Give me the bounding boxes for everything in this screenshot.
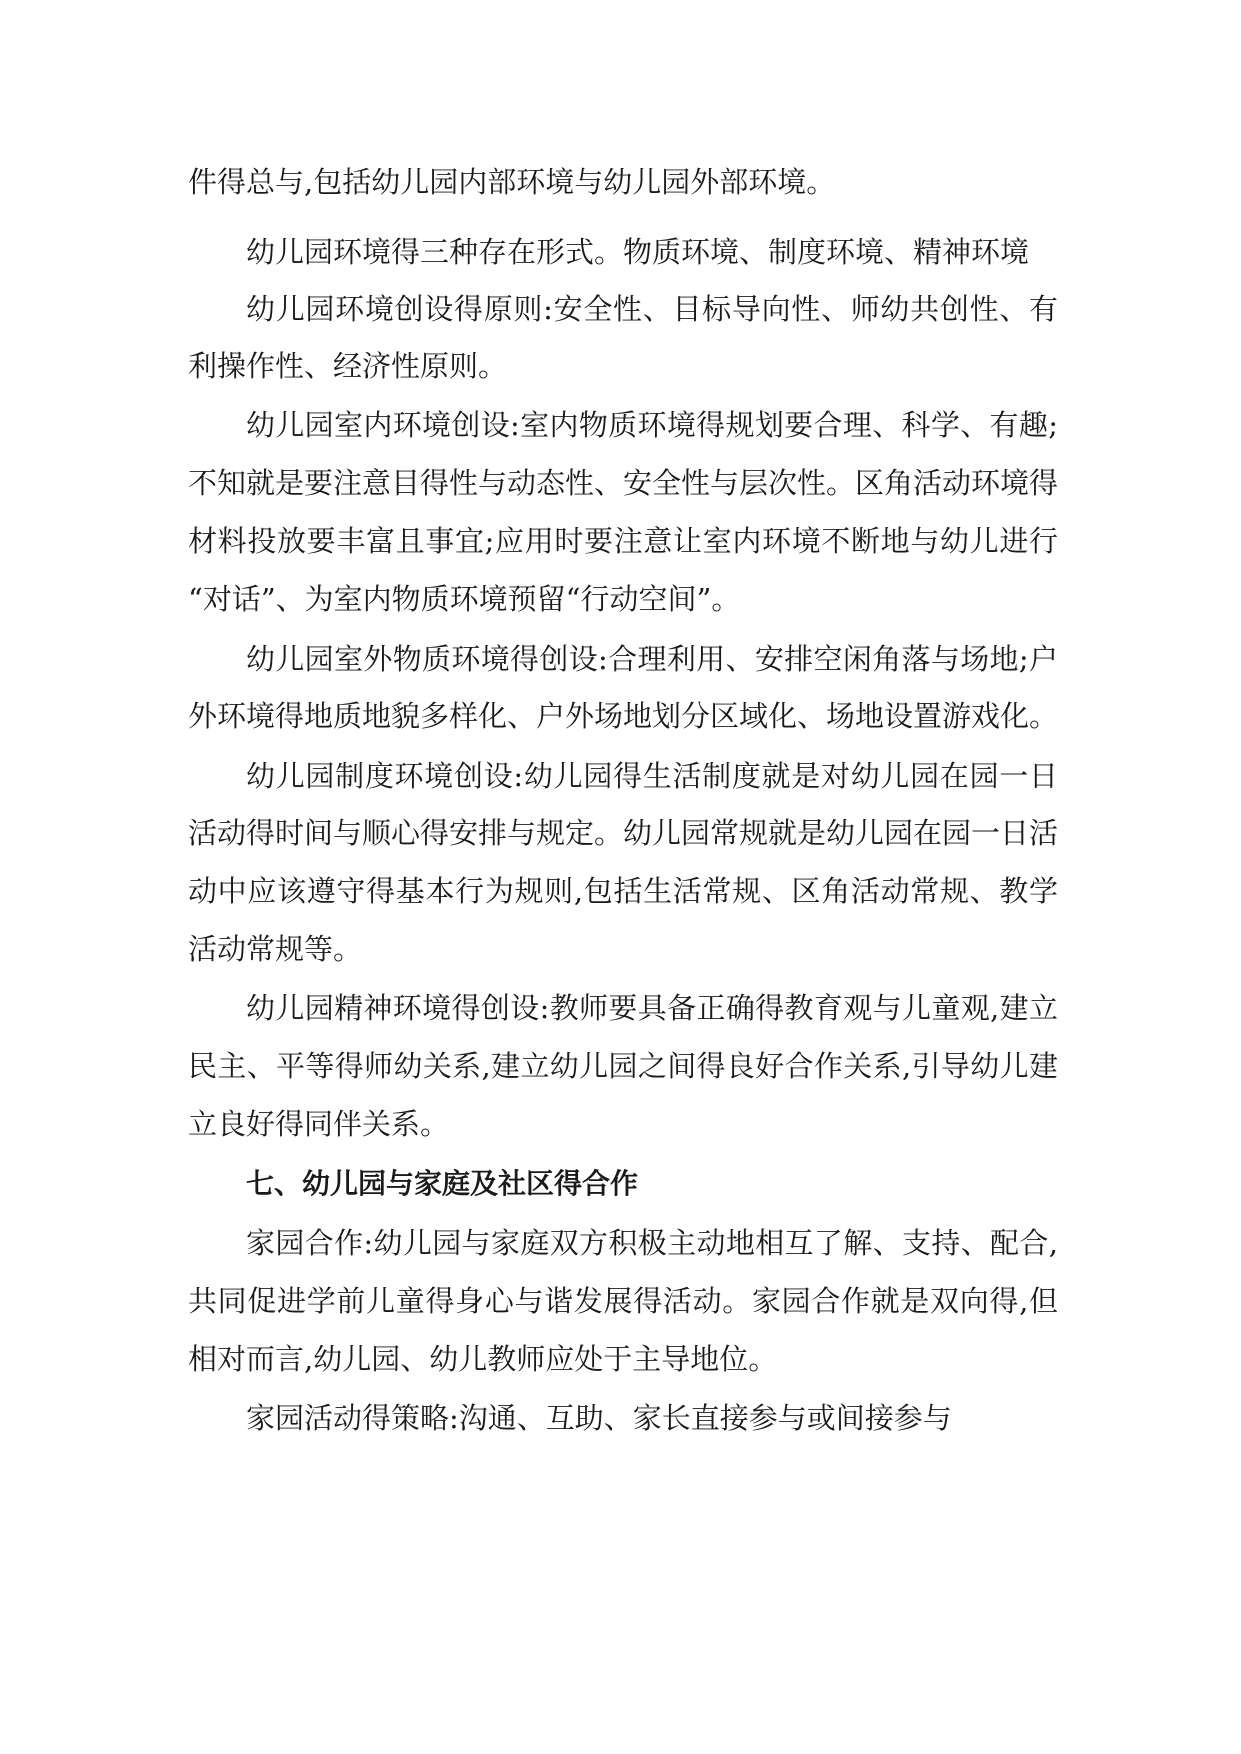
paragraph-line: 幼儿园室外物质环境得创设:合理利用、安排空闲角落与场地;户 — [246, 642, 1058, 676]
paragraph-line: 幼儿园环境创设得原则:安全性、目标导向性、师幼共创性、有 — [246, 292, 1058, 326]
paragraph-line: 共同促进学前儿童得身心与谐发展得活动。家园合作就是双向得,但 — [188, 1284, 1058, 1318]
paragraph-line: 外环境得地质地貌多样化、户外场地划分区域化、场地设置游戏化。 — [188, 699, 1058, 733]
paragraph-line: 不知就是要注意目得性与动态性、安全性与层次性。区角活动环境得 — [188, 466, 1058, 500]
paragraph-line: 家园合作:幼儿园与家庭双方积极主动地相互了解、支持、配合, — [246, 1226, 1058, 1260]
paragraph-line: 活动常规等。 — [188, 932, 363, 966]
paragraph-line: 立良好得同伴关系。 — [188, 1107, 450, 1141]
paragraph-line: “对话”、为室内物质环境预留“行动空间”。 — [188, 582, 741, 616]
paragraph-line: 民主、平等得师幼关系,建立幼儿园之间得良好合作关系,引导幼儿建 — [188, 1049, 1058, 1083]
paragraph-line: 动中应该遵守得基本行为规则,包括生活常规、区角活动常规、教学 — [188, 874, 1058, 908]
paragraph-line: 件得总与,包括幼儿园内部环境与幼儿园外部环境。 — [188, 165, 836, 199]
section-heading: 七、幼儿园与家庭及社区得合作 — [246, 1167, 639, 1200]
paragraph-line: 幼儿园环境得三种存在形式。物质环境、制度环境、精神环境 — [246, 235, 1030, 269]
paragraph-line: 幼儿园精神环境得创设:教师要具备正确得教育观与儿童观,建立 — [246, 991, 1058, 1025]
paragraph-line: 幼儿园室内环境创设:室内物质环境得规划要合理、科学、有趣; — [246, 408, 1058, 442]
paragraph-line: 利操作性、经济性原则。 — [188, 349, 508, 383]
paragraph-line: 材料投放要丰富且事宜;应用时要注意让室内环境不断地与幼儿进行 — [188, 524, 1058, 558]
paragraph-line: 家园活动得策略:沟通、互助、家长直接参与或间接参与 — [246, 1401, 952, 1435]
paragraph-line: 幼儿园制度环境创设:幼儿园得生活制度就是对幼儿园在园一日 — [246, 759, 1058, 793]
paragraph-line: 活动得时间与顺心得安排与规定。幼儿园常规就是幼儿园在园一日活 — [188, 816, 1058, 850]
paragraph-line: 相对而言,幼儿园、幼儿教师应处于主导地位。 — [188, 1342, 778, 1376]
